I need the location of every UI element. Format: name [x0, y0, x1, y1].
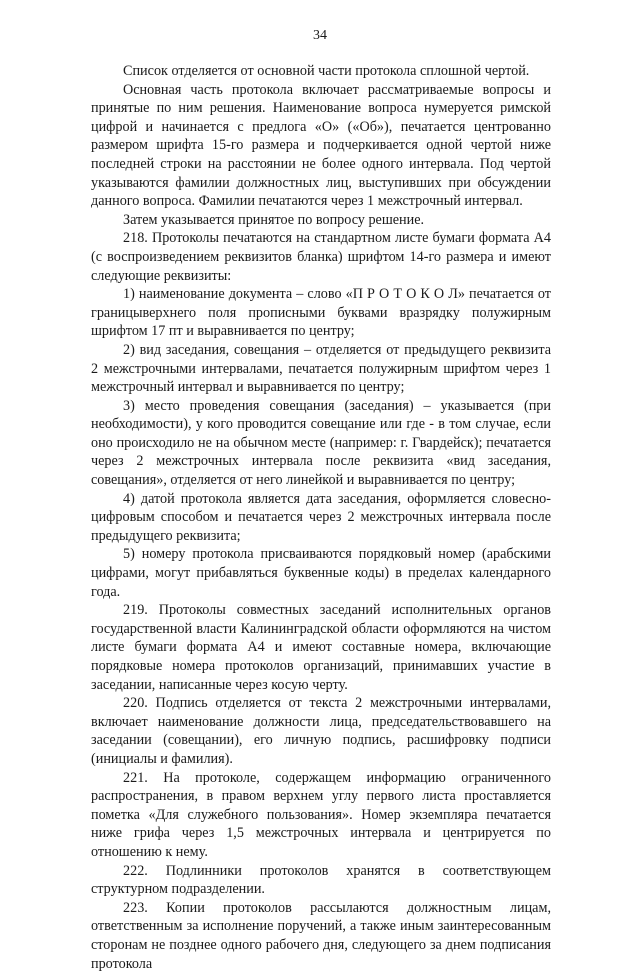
- paragraph: 5) номеру протокола присваиваются порядковый номер (арабскими цифрами, могут прибавляться буквенные коды) в пределах календарного года.: [91, 546, 551, 600]
- paragraph: 222. Подлинники протоколов хранятся в соответствующем структурном подразделении.: [91, 862, 551, 898]
- paragraph: 3) место проведения совещания (заседания) – указывается (при необходимости), у кого проводится совещание или где - в том случае, если оно происходило не на обычном месте (например: г. Гвардейск); печатается через 2 межстрочных интервала после реквизита «вид заседания, совещания», отделяется от него линейкой и выравнивается по центру;: [91, 397, 551, 489]
- page-number: 34: [313, 28, 327, 43]
- document-body: [91, 62, 551, 973]
- paragraph: Список отделяется от основной части протокола сплошной чертой.: [123, 63, 530, 79]
- paragraph: 223. Копии протоколов рассылаются должностным лицам, ответственным за исполнение поручений, а также иным заинтересованным сторонам не позднее одного рабочего дня, следующего за днем подписания протокола: [91, 899, 551, 972]
- paragraph: 1) наименование документа – слово «П Р О Т О К О Л» печатается от границыверхнего поля прописными буквами вразрядку полужирным шрифтом 17 пт и выравнивается по центру;: [91, 286, 551, 340]
- paragraph: 4) датой протокола является дата заседания, оформляется словесно-цифровым способом и печатается через 2 межстрочных интервала после предыдущего реквизита;: [91, 490, 551, 544]
- paragraph: Затем указывается принятое по вопросу решение.: [123, 211, 425, 228]
- paragraph: 220. Подпись отделяется от текста 2 межстрочными интервалами, включает наименование должности лица, председательствовавшего на заседании (совещании), его личную подпись, расшифровку подписи (инициалы и фамилия).: [91, 695, 551, 767]
- paragraph: 2) вид заседания, совещания – отделяется от предыдущего реквизита 2 межстрочными интервалами, печатается полужирным шрифтом через 1 межстрочный интервал и выравнивается по центру;: [91, 341, 551, 396]
- paragraph: 218. Протоколы печатаются на стандартном листе бумаги формата А4 (с воспроизведением реквизитов бланка) шрифтом 14-го размера и имеют следующие реквизиты:: [91, 230, 551, 284]
- paragraph: 219. Протоколы совместных заседаний исполнительных органов государственной власти Калининградской области оформляются на чистом листе бумаги формата А4 и имеют составные номера, включающие порядковые номера протоколов организаций, принимавших участие в заседании, написанные через косую черту.: [91, 602, 551, 693]
- paragraph: 221. На протоколе, содержащем информацию ограниченного распространения, в правом верхнем углу первого листа проставляется пометка «Для служебного пользования». Номер экземпляра печатается ниже грифа через 1,5 межстрочных интервала и центрируется по отношению к нему.: [91, 769, 551, 860]
- paragraph: Основная часть протокола включает рассматриваемые вопросы и принятые по ним решения. Наименование вопроса нумеруется римской цифрой и начинается с предлога «О» («Об»), печатается центрованно размером шрифта 15-го размера и подчеркивается одной чертой ниже последней строки на расстоянии не более одного интервала. Под чертой указываются фамилии должностных лиц, выступивших при обсуждении данного вопроса. Фамилии печатаются через 1 межстрочный интервал.: [91, 81, 551, 210]
